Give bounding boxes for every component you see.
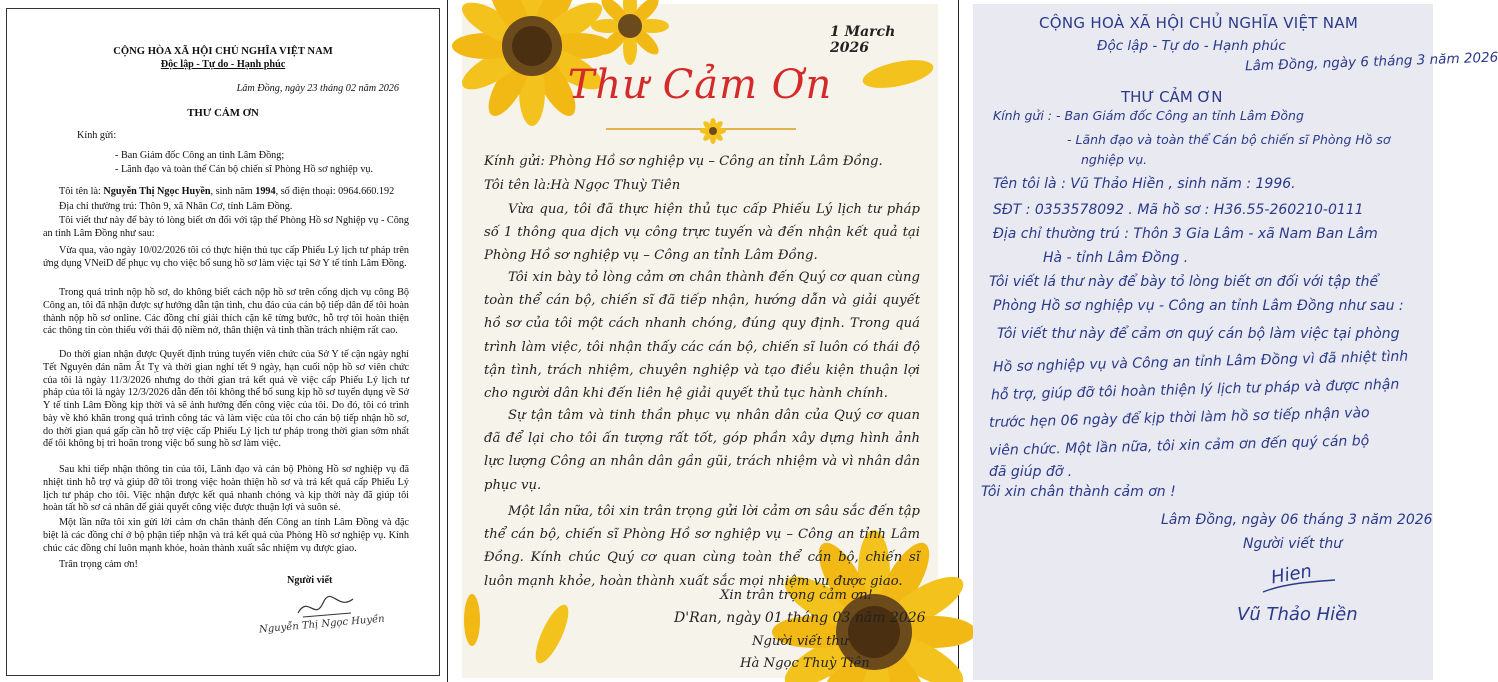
petal-bottom-left-icon [522, 594, 592, 678]
paragraph: Một lần nữa tôi xin gửi lời cảm ơn chân thành đến Công an tỉnh Lâm Đồng và đặc biệt là các đồng chí ở bộ phận tiếp nhận và trả kết quả của Phòng Hồ sơ nghiệp vụ. Kính chúc các đồng chí luôn mạnh khỏe, hoàn thành xuất sắc nhiệm vụ được giao. [43, 517, 409, 554]
body-line: Tôi viết thư này để cảm ơn quý cán bộ làm việc tại phòng [997, 326, 1400, 342]
letter-title: THƯ CẢM ƠN [187, 107, 259, 119]
body-line: hỗ trợ, giúp đỡ tôi hoàn thiện lý lịch tư pháp và được nhận [990, 376, 1400, 404]
typed-letter-page [6, 8, 440, 676]
signer-label: Người viết thư [1243, 536, 1343, 552]
body-line: trước hẹn 06 ngày để kịp thời làm hồ sơ tiếp nhận vào [988, 405, 1370, 431]
letter-date: 1 March 2026 [830, 24, 896, 56]
signature-name: Nguyễn Thị Ngọc Huyền [258, 613, 386, 636]
closing: Xin trân trọng cảm ơn! [720, 588, 873, 603]
signer-label: Người viết thư [752, 634, 849, 649]
intro-line: Tôi tên là:Hà Ngọc Thuỳ Tiên [484, 178, 681, 193]
place-date: D'Ran, ngày 01 tháng 03 năm 2026 [674, 610, 926, 626]
decorated-letter-page [462, 4, 938, 678]
place-date: Lâm Đồng, ngày 23 tháng 02 năm 2026 [236, 83, 399, 94]
handwritten-letter-page [973, 4, 1498, 680]
birth-year: 1994 [255, 186, 276, 197]
recipient: nghiệp vụ. [1081, 152, 1148, 167]
paragraph: Vừa qua, vào ngày 10/02/2026 tôi có thực hiện thủ tục cấp Phiếu Lý lịch tư pháp trên ứng dụng VNeiD để phục vụ cho việc bổ sung hồ sơ làm việc tại Sở Y tế tỉnh Lâm Đồng. [43, 245, 409, 269]
letter-title: Thư Cảm Ơn [567, 62, 833, 108]
country-header: CỘNG HÒA XÃ HỘI CHỦ NGHĨA VIỆT NAM [113, 46, 333, 57]
intro-mid: , sinh năm [210, 186, 256, 197]
closing: Tôi xin chân thành cảm ơn ! [981, 484, 1176, 500]
body-line: Hồ sơ nghiệp vụ và Công an tỉnh Lâm Đồng vì đã nhiệt tình [992, 348, 1409, 376]
small-sunflower-icon [700, 118, 726, 144]
motto: Độc lập - Tự do - Hạnh phúc [160, 59, 286, 70]
paragraph: Sau khi tiếp nhận thông tin của tôi, Lãnh đạo và cán bộ Phòng Hồ sơ nghiệp vụ đã nhiệt tình hỗ trợ và giúp đỡ tôi trong việc hoàn thiện hồ sơ và trả kết quả cấp Phiếu Lý lịch tư pháp cho tôi. Việc nhận được kết quả nhanh chóng và kịp thời này đã giúp tôi hoàn tất hồ sơ cá nhân để giải quyết công việc được thuận lợi và suôn sẻ. [43, 464, 409, 514]
greeting: Kính gửi: [77, 130, 117, 141]
body-line: đã giúp đỡ . [989, 464, 1073, 480]
recipient: - Lãnh đạo và toàn thể Cán bộ chiến sĩ Phòng Hồ sơ nghiệp vụ. [115, 164, 374, 175]
signature: Hien [1269, 560, 1314, 589]
country-header: CỘNG HOÀ XÃ HỘI CHỦ NGHĨA VIỆT NAM [1039, 14, 1359, 32]
paragraph: Do thời gian nhận được Quyết định trúng tuyển viên chức của Sở Y tế cận ngày nghỉ Tết Nguyên đán năm Ất Tỵ và thời gian nghỉ tết 9 ngày, hạn cuối nộp hồ sơ viên chức của tôi là ngày 11/3/2026 nhưng do thời gian trả kết quả về việc cấp Phiếu Lý lịch tư pháp của tôi là ngày 12/3/2026 dẫn đến tôi không thể bổ sung kịp hồ sơ tuyển dụng về Sở Y tế tỉnh Lâm Đồng kịp thời và sẽ ảnh hưởng đến công việc của tôi. Do đó, tôi có trình bày về khó khăn trong quá trình công tác và làm việc của tôi cho cán bộ tiếp nhận hồ sơ, do thời gian quá gấp cần hỗ trợ việc cấp Phiếu Lý lịch tư pháp trong thời gian sớm nhất để tôi không bị trì hoãn trong việc bổ sung hồ sơ làm việc. [43, 349, 409, 450]
phone-line: SĐT : 0353578092 . Mã hồ sơ : H36.55-260210-0111 [993, 202, 1364, 218]
body-line: Phòng Hồ sơ nghiệp vụ - Công an tỉnh Lâm Đồng như sau : [993, 298, 1404, 314]
paragraph: Vừa qua, tôi đã thực hiện thủ tục cấp Phiếu Lý lịch tư pháp số 1 thông qua dịch vụ công trực tuyến và đến nhận kết quả tại Phòng Hồ sơ nghiệp vụ – Công an tỉnh Lâm Đồng. [484, 202, 920, 264]
greeting: Kính gửi: Phòng Hồ sơ nghiệp vụ – Công an tỉnh Lâm Đồng. [484, 154, 883, 169]
signer-name: Vũ Thảo Hiền [1237, 604, 1358, 625]
intro-line: Tên tôi là : Vũ Thảo Hiền , sinh năm : 1996. [993, 176, 1296, 192]
address: Hà - tỉnh Lâm Đồng . [1043, 250, 1189, 266]
writer-name: Nguyễn Thị Ngọc Huyền [103, 186, 211, 197]
body-line: viên chức. Một lần nữa, tôi xin cảm ơn đến quý cán bộ [988, 433, 1370, 459]
motto: Độc lập - Tự do - Hạnh phúc [1097, 38, 1286, 54]
place-date-bottom: Lâm Đồng, ngày 06 tháng 3 năm 2026 [1161, 512, 1433, 528]
signer-label: Người viết [287, 575, 333, 586]
paragraph: Tôi viết thư này để bày tỏ lòng biết ơn đối với tập thể Phòng Hồ sơ Nghiệp vụ - Công an tỉnh Lâm Đồng như sau: [43, 215, 409, 239]
panel-divider [447, 0, 448, 682]
paragraph: Sự tận tâm và tinh thần phục vụ nhân dân của Quý cơ quan đã để lại cho tôi ấn tượng rất tốt, góp phần xây dựng hình ảnh lực lượng Công an nhân dân gần gũi, trách nhiệm và vì nhân dân phục vụ. [484, 408, 920, 493]
greeting: Kính gửi : - Ban Giám đốc Công an tỉnh Lâm Đồng [993, 108, 1304, 123]
phone: , số điện thoại: 0964.660.192 [275, 186, 395, 197]
closing: Trân trọng cảm ơn! [59, 559, 138, 570]
recipient: - Lãnh đạo và toàn thể Cán bộ chiến sĩ Phòng Hồ sơ [1067, 132, 1391, 147]
petal-left-icon [462, 590, 492, 650]
letter-title: THƯ CẢM ƠN [1121, 88, 1223, 106]
recipient: - Ban Giám đốc Công an tỉnh Lâm Đồng; [115, 150, 285, 161]
paragraph: Một lần nữa, tôi xin trân trọng gửi lời cảm ơn sâu sắc đến tập thể cán bộ, chiến sĩ Phòng Hồ sơ nghiệp vụ – Công an tỉnh Lâm Đồng. Kính chúc Quý cơ quan cùng toàn thể cán bộ, chiến sĩ luôn mạnh khỏe, hoàn thành xuất sắc mọi nhiệm vụ được giao. [484, 504, 920, 589]
signature-underline [1259, 578, 1339, 598]
signer-name: Hà Ngọc Thuỳ Tiên [740, 656, 870, 671]
intro-line [59, 186, 394, 199]
paragraph: Trong quá trình nộp hồ sơ, do không biết cách nộp hồ sơ trên cổng dịch vụ công Bộ Công an, tôi đã nhận được sự hướng dẫn tận tình, chu đáo của cán bộ tiếp dân để tôi hoàn thành nộp hồ sơ online. Các đồng chí giải thích cặn kẽ từng bước, hỗ trợ tôi hoàn thiện các thông tin còn thiếu với thái độ niềm nở, thân thiện và tinh thần trách nhiệm rất cao. [43, 287, 409, 337]
paragraph: Tôi xin bày tỏ lòng cảm ơn chân thành đến Quý cơ quan cùng toàn thể cán bộ, chiến sĩ đã tiếp nhận, hướng dẫn và giải quyết hồ sơ của tôi một cách nhanh chóng, đúng quy định. Trong quá trình làm việc, tôi nhận thấy các cán bộ, chiến sĩ luôn có thái độ tận tình, trách nhiệm, chuyên nghiệp và tạo điều kiện thuận lợi cho người dân khi đến liên hệ giải quyết thủ tục hành chính. [484, 270, 920, 402]
intro-prefix: Tôi tên là: [59, 186, 104, 197]
body-line: Tôi viết lá thư này để bày tỏ lòng biết ơn đối với tập thể [989, 274, 1379, 290]
place-date: Lâm Đồng, ngày 6 tháng 3 năm 2026 [1244, 49, 1498, 75]
address: Địa chỉ thường trú: Thôn 9, xã Nhân Cơ, tỉnh Lâm Đồng. [59, 201, 293, 212]
address: Địa chỉ thường trú : Thôn 3 Gia Lâm - xã Nam Ban Lâm [993, 226, 1378, 242]
